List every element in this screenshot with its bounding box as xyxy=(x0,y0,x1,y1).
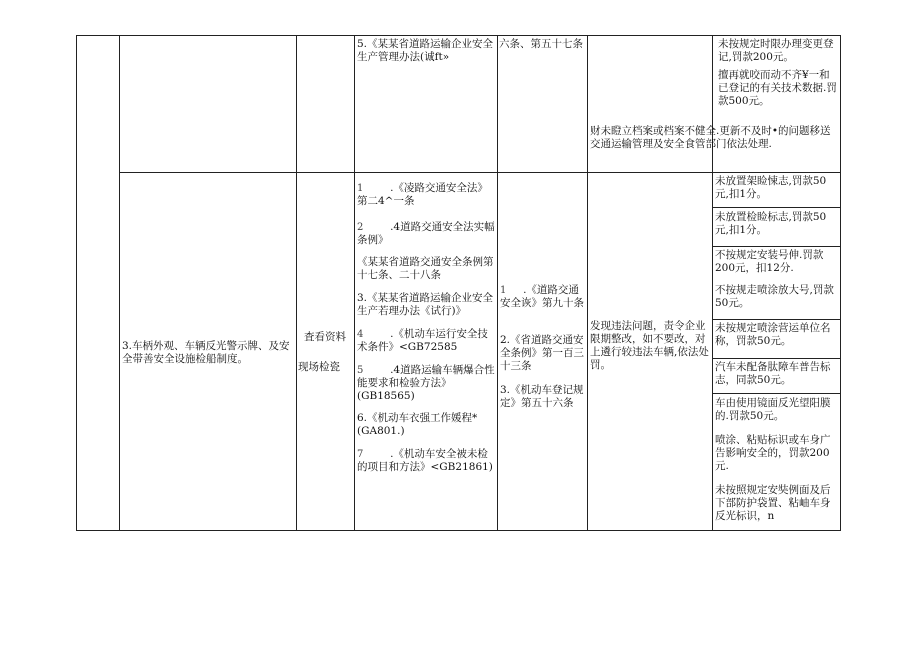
penalty-divider xyxy=(712,393,840,394)
penalty-item: 未按照规定安奘例面及后下部防护袋置、粘岫车身反光标识，n xyxy=(715,484,831,522)
basis-item: 7 .《机动车安全被未检的项目和方法》<GB21861) xyxy=(357,448,493,473)
row-divider xyxy=(119,172,841,173)
penalty-item: 未放置检睑标志,罚款50元,扣1分。 xyxy=(715,211,827,236)
basis-item: 《某某省道路交通安全条例第十七条、二十八条 xyxy=(357,256,494,281)
article-item: 1 .《道路交通安全诙》第九十条 xyxy=(500,284,584,309)
table-top-border xyxy=(76,35,841,36)
penalty-item: 未放置架睑悚志,罚款50元,扣1分。 xyxy=(715,175,827,200)
row2-check-item: 3.车柄外观、车辆反光警示牌、及安全带善安全设施检船制度。 xyxy=(122,340,290,365)
col-border-3 xyxy=(354,35,355,531)
row1-basis-item5: 5.《某某省道路运输企业安全生产管理办法(诚ft» xyxy=(357,38,494,63)
row2-method-1: 査看资料 xyxy=(304,331,346,343)
col-border-4 xyxy=(497,35,498,531)
row1-penalty-1: 未按规定时限办理变更登记,罚款200元。 xyxy=(718,38,834,63)
col-border-6 xyxy=(712,35,713,531)
basis-item: 1 .《凌路交通安全法》第二4^一条 xyxy=(357,182,488,207)
penalty-divider xyxy=(712,358,840,359)
penalty-divider xyxy=(712,319,840,320)
article-item: 3.《机动车登记规定》第五十六条 xyxy=(500,384,584,409)
table-bottom-border xyxy=(76,530,841,531)
penalty-item: 车由使用镜面反光望阳膜的.罚款50元。 xyxy=(715,397,831,422)
row1-measure: 财未瞪立档案或档案不健全.更新不及时•的问题移送交通运输管理及安全食管部门依法处理. xyxy=(590,125,831,150)
basis-item: 5 .4道路运输车辆爆合性能要求和检验方法》(GB18565) xyxy=(357,364,495,402)
col-border-0 xyxy=(76,35,77,531)
article-item: 2.《省道路交通安全条例》第一百三十三条 xyxy=(500,334,584,372)
col-border-5 xyxy=(587,35,588,531)
row1-articles: 六条、第五十七条 xyxy=(499,38,583,50)
penalty-item: 不按规定安装号伸.罚款200元，扣12分. xyxy=(715,249,824,274)
penalty-divider xyxy=(712,246,840,247)
col-border-7 xyxy=(840,35,841,531)
basis-item: 4 .《机动车运行安全技术条件》<GB72585 xyxy=(357,328,488,353)
col-border-1 xyxy=(119,35,120,531)
basis-item: 3.《某某省道路运输企业安全生产若理办法《试行)》 xyxy=(357,292,494,317)
col-border-2 xyxy=(296,35,297,531)
penalty-divider xyxy=(712,207,840,208)
basis-item: 2 .4道路交通安全法实幅条例》 xyxy=(357,221,495,246)
penalty-item: 未按规定喷涂营运单位名称，罚款50元。 xyxy=(715,322,831,347)
row2-method-2: 现场检瓷 xyxy=(298,361,340,373)
penalty-item: 不按规走喷涂放大号,罚款50元。 xyxy=(715,284,834,309)
row1-penalty-2: 擅再就咬而动不齐¥一和已登记的有关技术数据.罚款500元。 xyxy=(718,69,837,107)
penalty-item: 汽车未配备肽障车普告标志，同款50元。 xyxy=(715,361,831,386)
row2-measure: 发现违法问题，责令企业限期整改，如不要改，对上遴行较违法车辆,依法处罚。 xyxy=(590,320,709,371)
penalty-item: 喷涂、粘贴标识或车身广告影响安全的，罚款200元. xyxy=(715,434,831,472)
basis-item: 6.《机动车衣强工作媛程*(GA801.) xyxy=(357,412,478,437)
